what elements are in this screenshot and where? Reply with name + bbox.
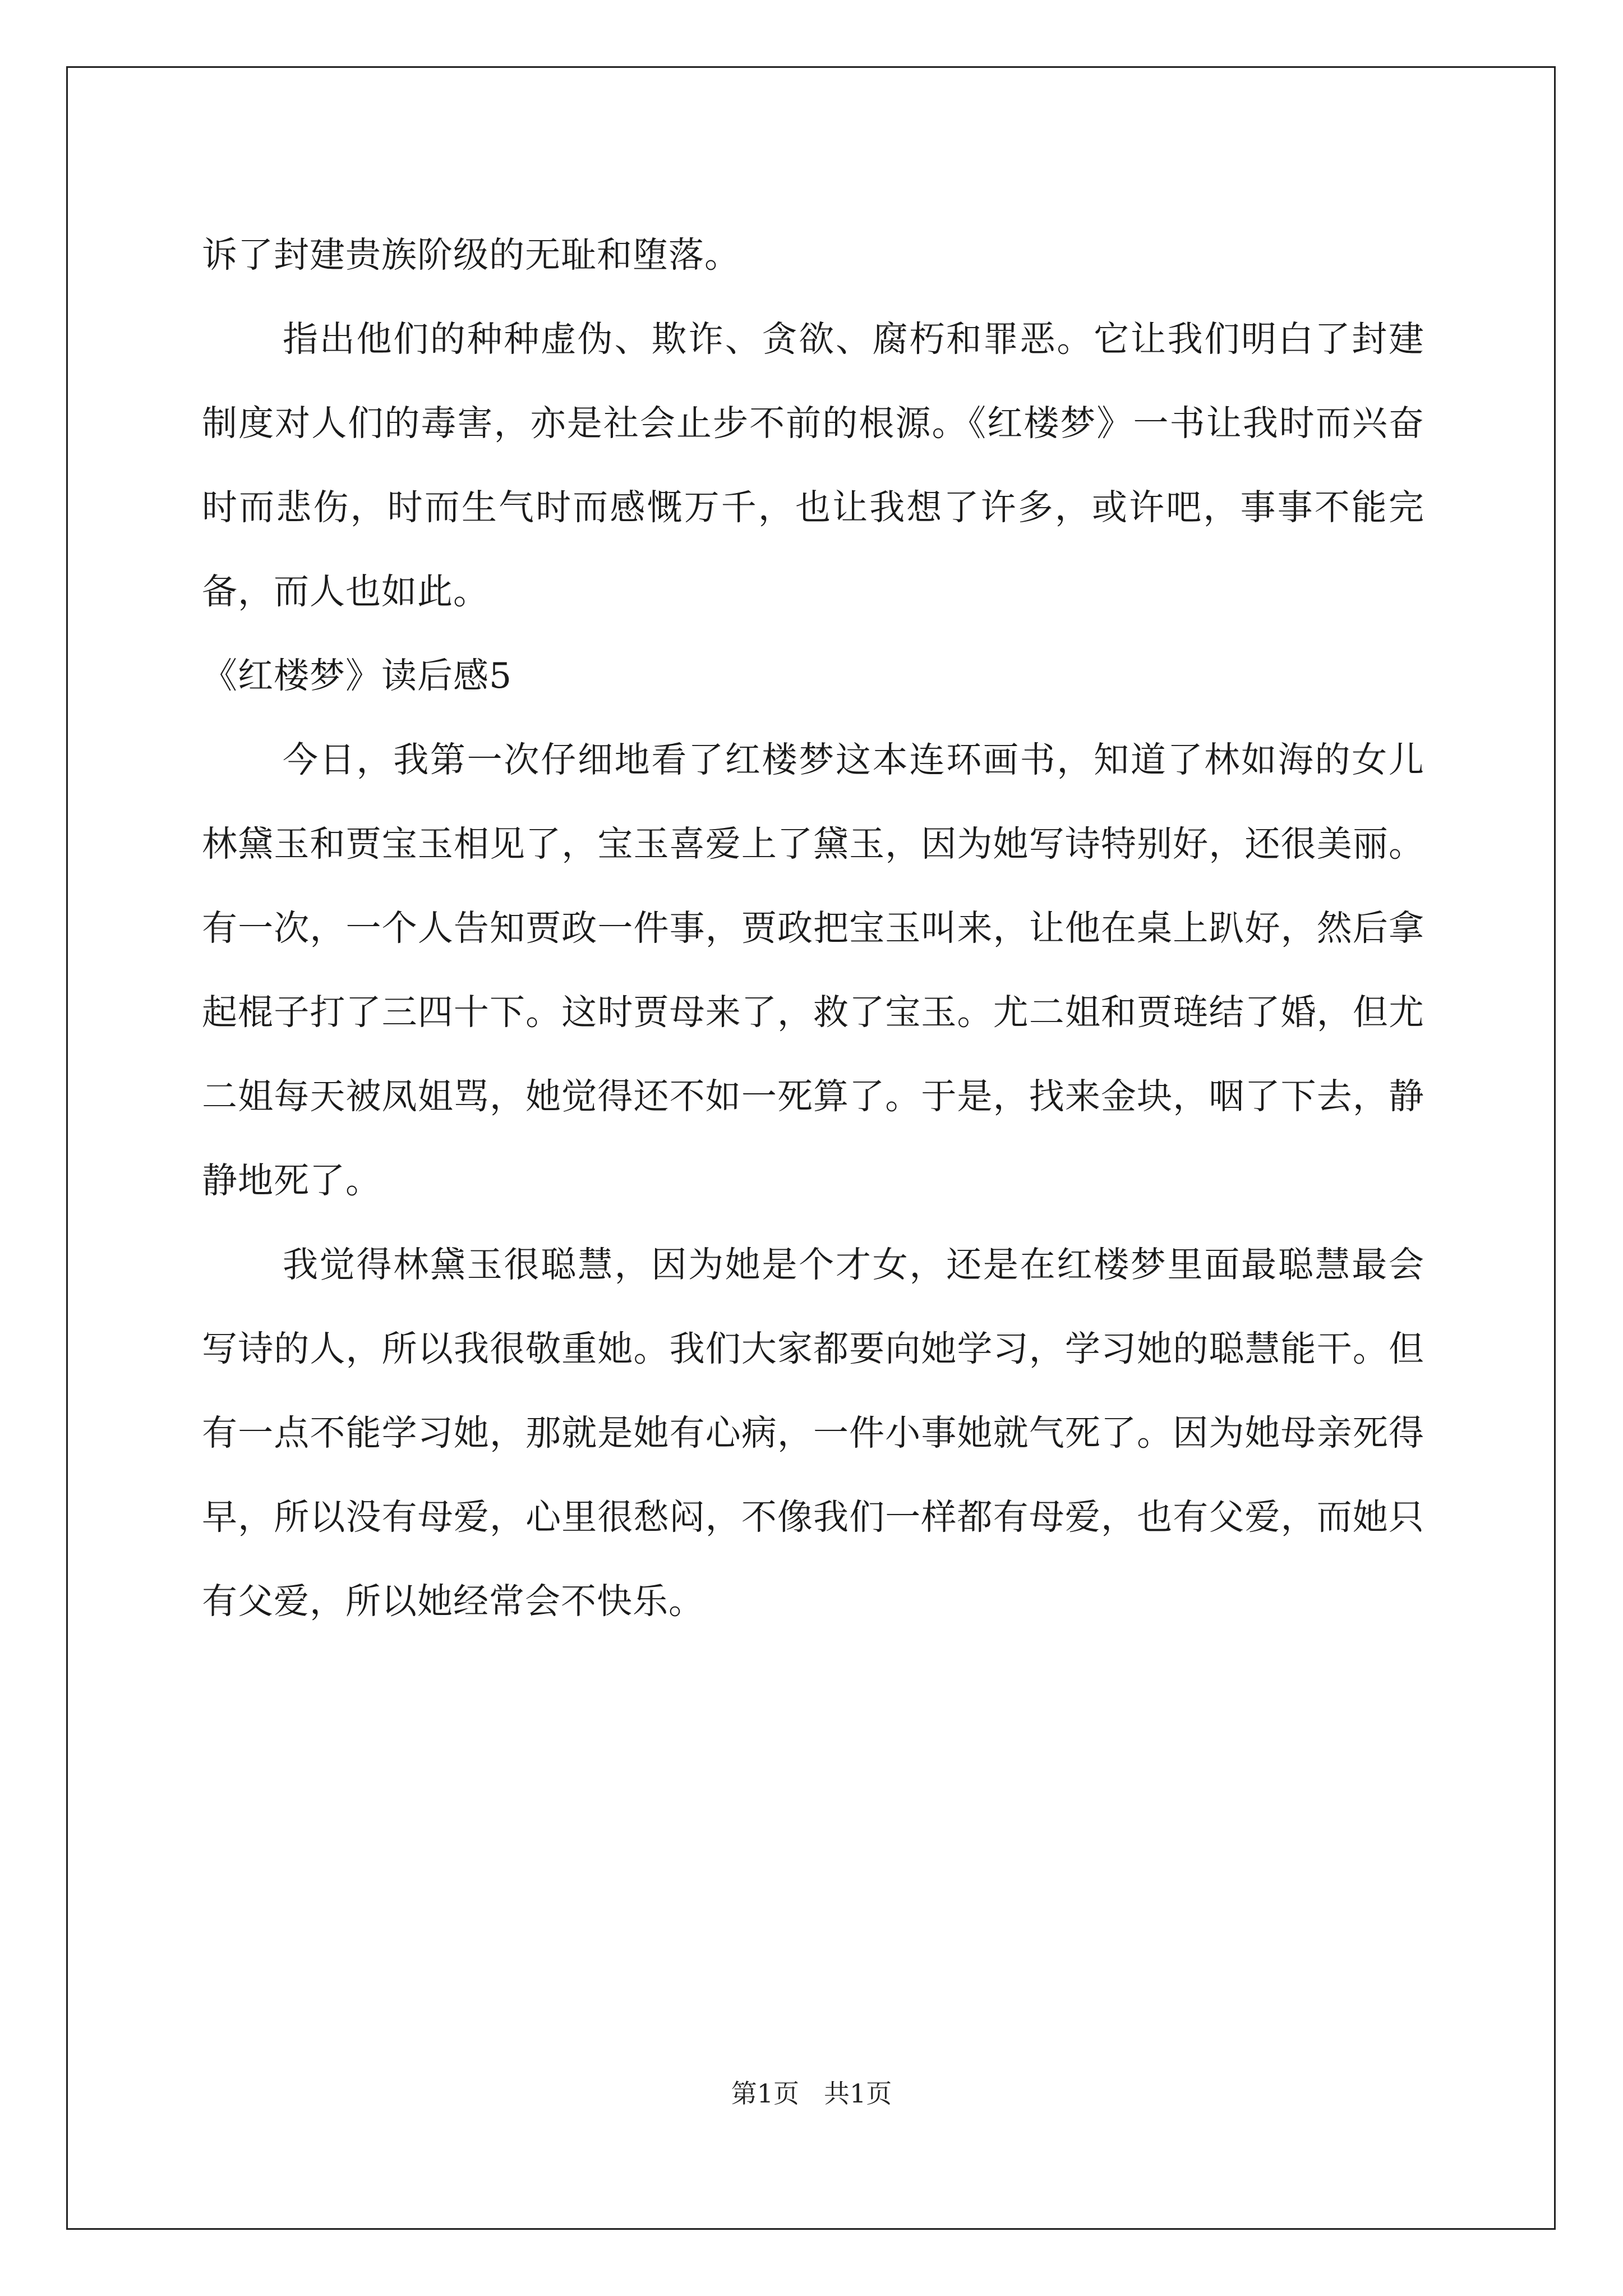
section-heading: 《红楼梦》读后感5 [202, 655, 513, 696]
page-total: 共1页 [824, 2078, 892, 2109]
page-number: 第1页 [731, 2078, 799, 2109]
paragraph-continuation: 诉了封建贵族阶级的无耻和堕落。 [202, 234, 740, 275]
page-footer [0, 2077, 1623, 2110]
paragraph: 指出他们的种种虚伪、欺诈、贪欲、腐朽和罪恶。它让我们明白了封建制度对人们的毒害，亦是社会止步不前的根源。《红楼梦》一书让我时而兴奋时而悲伤，时而生气时而感慨万千，也让我想了许多，或许吧，事事不能完备，而人也如此。 [202, 319, 1424, 612]
paragraph: 我觉得林黛玉很聪慧，因为她是个才女，还是在红楼梦里面最聪慧最会写诗的人，所以我很敬重她。我们大家都要向她学习，学习她的聪慧能干。但有一点不能学习她，那就是她有心病，一件小事她就气死了。因为她母亲死得早，所以没有母爱，心里很愁闷，不像我们一样都有母爱，也有父爱，而她只有父爱，所以她经常会不快乐。 [202, 1244, 1424, 1622]
document-body [202, 213, 1424, 1644]
paragraph: 今日，我第一次仔细地看了红楼梦这本连环画书，知道了林如海的女儿林黛玉和贾宝玉相见了，宝玉喜爱上了黛玉，因为她写诗特别好，还很美丽。有一次，一个人告知贾政一件事，贾政把宝玉叫来，让他在桌上趴好，然后拿起棍子打了三四十下。这时贾母来了，救了宝玉。尤二姐和贾琏结了婚，但尤二姐每天被凤姐骂，她觉得还不如一死算了。于是，找来金块，咽了下去，静静地死了。 [202, 739, 1424, 1201]
